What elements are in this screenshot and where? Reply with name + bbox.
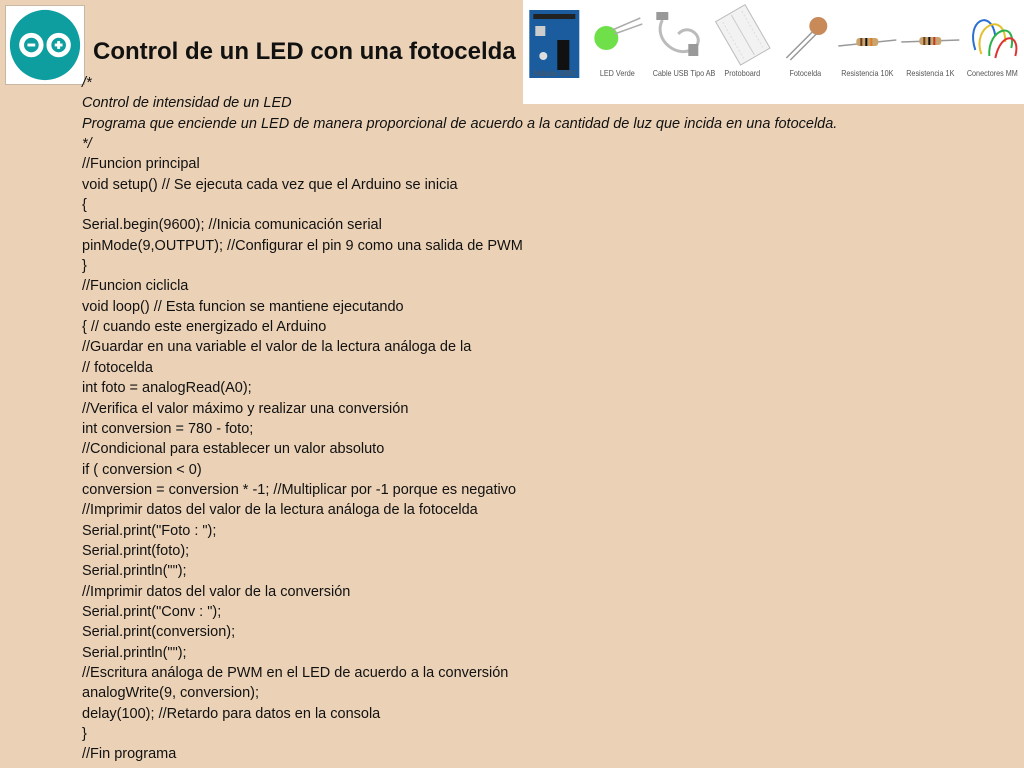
code-line: Control de intensidad de un LED bbox=[82, 95, 292, 112]
code-line: void setup() // Se ejecuta cada vez que el Arduino se inicia bbox=[82, 176, 458, 193]
code-line: if ( conversion < 0) bbox=[82, 461, 202, 478]
arduino-logo-icon bbox=[5, 5, 85, 85]
usb-cable-icon bbox=[648, 0, 716, 78]
resistor-10k-icon bbox=[836, 0, 899, 78]
part-label: Protoboard bbox=[724, 68, 761, 78]
code-line: //Funcion ciclicla bbox=[82, 278, 189, 295]
code-line: /* bbox=[82, 75, 92, 91]
code-line: void loop() // Esta funcion se mantiene ejecutando bbox=[82, 298, 404, 315]
protoboard-icon bbox=[711, 0, 774, 78]
code-line: Programa que enciende un LED de manera proporcional de acuerdo a la cantidad de luz que incida en una fotocelda. bbox=[82, 115, 838, 132]
code-line: int foto = analogRead(A0); bbox=[82, 380, 252, 397]
code-line: //Funcion principal bbox=[82, 156, 200, 173]
code-line: //Condicional para establecer un valor absoluto bbox=[82, 441, 385, 458]
code-line: //Imprimir datos del valor de la lectura análoga de la fotocelda bbox=[82, 502, 478, 519]
photocell-icon bbox=[774, 0, 837, 78]
code-line: analogWrite(9, conversion); bbox=[82, 685, 260, 702]
code-listing bbox=[82, 73, 837, 765]
code-line: Serial.println(""); bbox=[82, 563, 187, 580]
part-resistencia-10k bbox=[836, 0, 899, 104]
code-line: //Verifica el valor máximo y realizar una conversión bbox=[82, 400, 409, 417]
part-label: Cable USB Tipo AB bbox=[652, 68, 716, 78]
code-line: Serial.print(foto); bbox=[82, 542, 190, 559]
code-line: //Imprimir datos del valor de la conversión bbox=[82, 583, 351, 600]
part-conectores-mm bbox=[961, 0, 1024, 104]
code-line: delay(100); //Retardo para datos en la consola bbox=[82, 705, 381, 722]
code-line: */ bbox=[82, 136, 92, 153]
code-line: conversion = conversion * -1; //Multiplicar por -1 porque es negativo bbox=[82, 481, 517, 498]
code-line: //Guardar en una variable el valor de la lectura análoga de la bbox=[82, 339, 472, 356]
slide-title: Control de un LED con una fotocelda bbox=[93, 38, 516, 65]
code-line: Serial.print(conversion); bbox=[82, 624, 236, 641]
part-label: Arduino UNO bbox=[532, 68, 576, 78]
code-line: } bbox=[82, 258, 87, 275]
jumper-wires-icon bbox=[961, 0, 1024, 78]
part-label: LED Verde bbox=[599, 68, 635, 78]
green-led-icon bbox=[586, 0, 649, 78]
code-line: Serial.print("Foto : "); bbox=[82, 522, 217, 539]
code-line: //Fin programa bbox=[82, 746, 177, 763]
code-line: //Escritura análoga de PWM en el LED de acuerdo a la conversión bbox=[82, 664, 509, 681]
part-label: Resistencia 1K bbox=[905, 68, 955, 78]
code-line: { bbox=[82, 197, 87, 214]
resistor-1k-icon bbox=[899, 0, 962, 78]
code-line: Serial.println(""); bbox=[82, 644, 187, 661]
code-line: Serial.print("Conv : "); bbox=[82, 603, 222, 620]
code-line: Serial.begin(9600); //Inicia comunicación serial bbox=[82, 217, 382, 234]
code-line: int conversion = 780 - foto; bbox=[82, 420, 254, 437]
code-line: pinMode(9,OUTPUT); //Configurar el pin 9 como una salida de PWM bbox=[82, 237, 523, 254]
part-label: Fotocelda bbox=[788, 68, 821, 78]
code-line: } bbox=[82, 726, 87, 742]
arduino-uno-board-icon bbox=[523, 0, 586, 78]
code-line: { // cuando este energizado el Arduino bbox=[82, 319, 327, 336]
code-line: // fotocelda bbox=[82, 359, 153, 376]
part-label: Resistencia 10K bbox=[841, 68, 894, 78]
part-resistencia-1k bbox=[899, 0, 962, 104]
part-label: Conectores MM bbox=[967, 68, 1019, 78]
